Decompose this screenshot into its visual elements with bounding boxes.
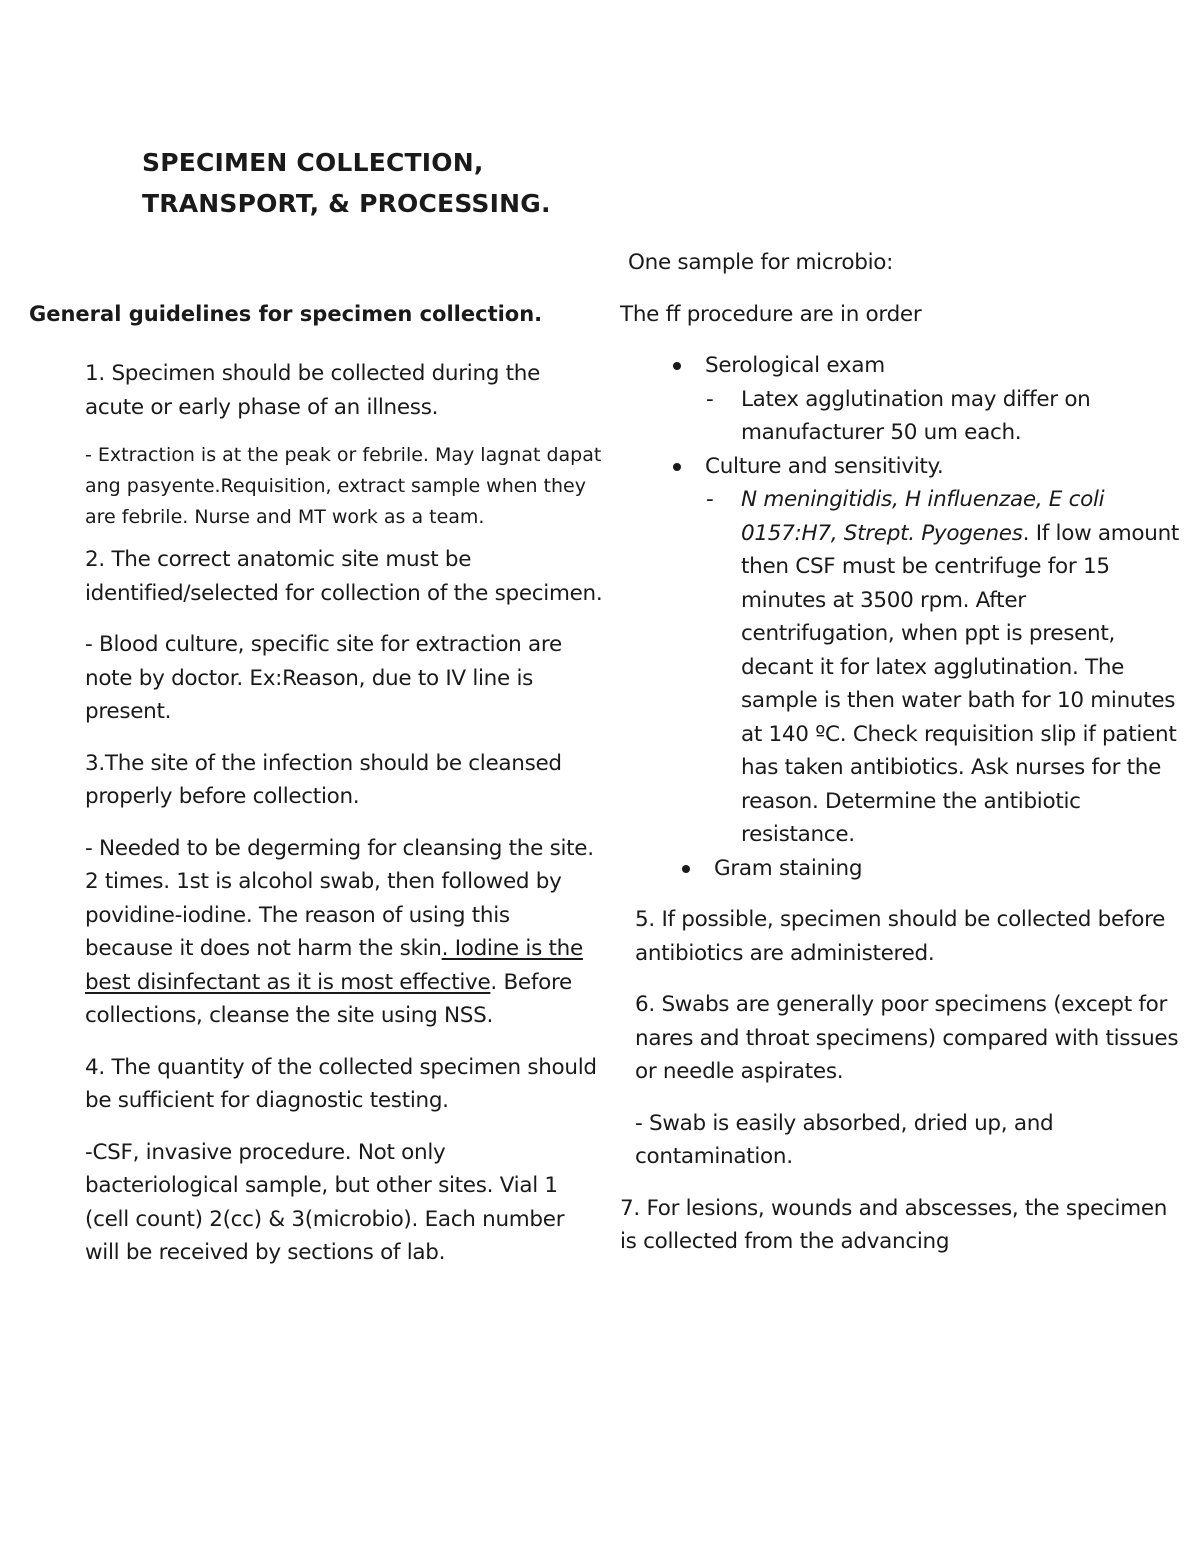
guideline-7: 7. For lesions, wounds and abscesses, the specimen is collected from the advancing	[620, 1195, 1168, 1254]
procedure-intro: The ff procedure are in order	[620, 301, 922, 327]
title-line-2: TRANSPORT, & PROCESSING.	[142, 189, 551, 218]
procedure-sublist	[705, 383, 1180, 450]
left-column	[29, 298, 604, 1270]
document-title	[142, 142, 742, 224]
title-line-1: SPECIMEN COLLECTION,	[142, 148, 484, 177]
note-4: -CSF, invasive procedure. Not only bacteriological sample, but other sites. Vial 1 (cell count) 2(cc) & 3(microbio). Each number will be received by sections of lab.	[85, 1139, 565, 1265]
procedure-subitem	[620, 483, 1180, 852]
note-3-underlined: . Iodine is the best disinfectant as it is most effective	[85, 936, 583, 995]
procedure-sublist	[705, 483, 1180, 852]
guideline-3: 3.The site of the infection should be cleansed properly before collection.	[85, 750, 562, 809]
note-2: - Blood culture, specific site for extraction are note by doctor. Ex:Reason, due to IV line is present.	[85, 632, 562, 724]
guideline-2: 2. The correct anatomic site must be identified/selected for collection of the specimen.	[85, 547, 603, 606]
procedure-item-gram	[620, 852, 1180, 886]
note-3-text-a: - Needed to be degerming for cleansing the site. 2 times. 1st is alcohol swab, then followed by povidine-iodine. The reason of using this because it does not harm the skin	[85, 835, 594, 961]
procedure-list	[620, 349, 1180, 885]
procedure-subitem-text: . If low amount then CSF must be centrifuge for 15 minutes at 3500 rpm. After centrifugation, when ppt is present, decant it for latex agglutination. The sample is then water bath for 10 minutes at 140 ºC. Check requisition slip if patient has taken antibiotics. Ask nurses for the reason. Determine the antibiotic resistance.	[741, 520, 1180, 847]
procedure-subitem: - Latex agglutination may differ on manufacturer 50 um each.	[620, 383, 1180, 450]
note-3-text-b: . Before collections, cleanse the site using NSS.	[85, 969, 572, 1028]
procedure-item-serological	[620, 349, 1180, 450]
one-sample-label: One sample for microbio:	[628, 250, 894, 275]
note-6: - Swab is easily absorbed, dried up, and contamination.	[635, 1110, 1054, 1169]
right-column	[620, 246, 1180, 1259]
procedure-item-label: Gram staining	[714, 855, 863, 881]
guideline-6: 6. Swabs are generally poor specimens (except for nares and throat specimens) compared with tissues or needle aspirates.	[635, 992, 1179, 1084]
section-heading: General guidelines for specimen collection.	[29, 302, 543, 326]
note-1: - Extraction is at the peak or febrile. May lagnat dapat ang pasyente.Requisition, extract sample when they are febrile. Nurse and MT work as a team.	[85, 444, 602, 528]
note-3	[85, 832, 604, 1033]
guidelines-list	[29, 357, 604, 1270]
guideline-5: 5. If possible, specimen should be collected before antibiotics are administered.	[635, 907, 1166, 966]
procedure-item-culture	[620, 450, 1180, 852]
guideline-1: 1. Specimen should be collected during the acute or early phase of an illness.	[85, 361, 541, 420]
guideline-4: 4. The quantity of the collected specimen should be sufficient for diagnostic testing.	[85, 1054, 597, 1113]
procedure-item-label: Serological exam	[705, 353, 885, 378]
procedure-item-label: Culture and sensitivity.	[705, 453, 944, 479]
organism-names: N meningitidis, H influenzae, E coli 0157:H7, Strept. Pyogenes	[741, 487, 1105, 546]
